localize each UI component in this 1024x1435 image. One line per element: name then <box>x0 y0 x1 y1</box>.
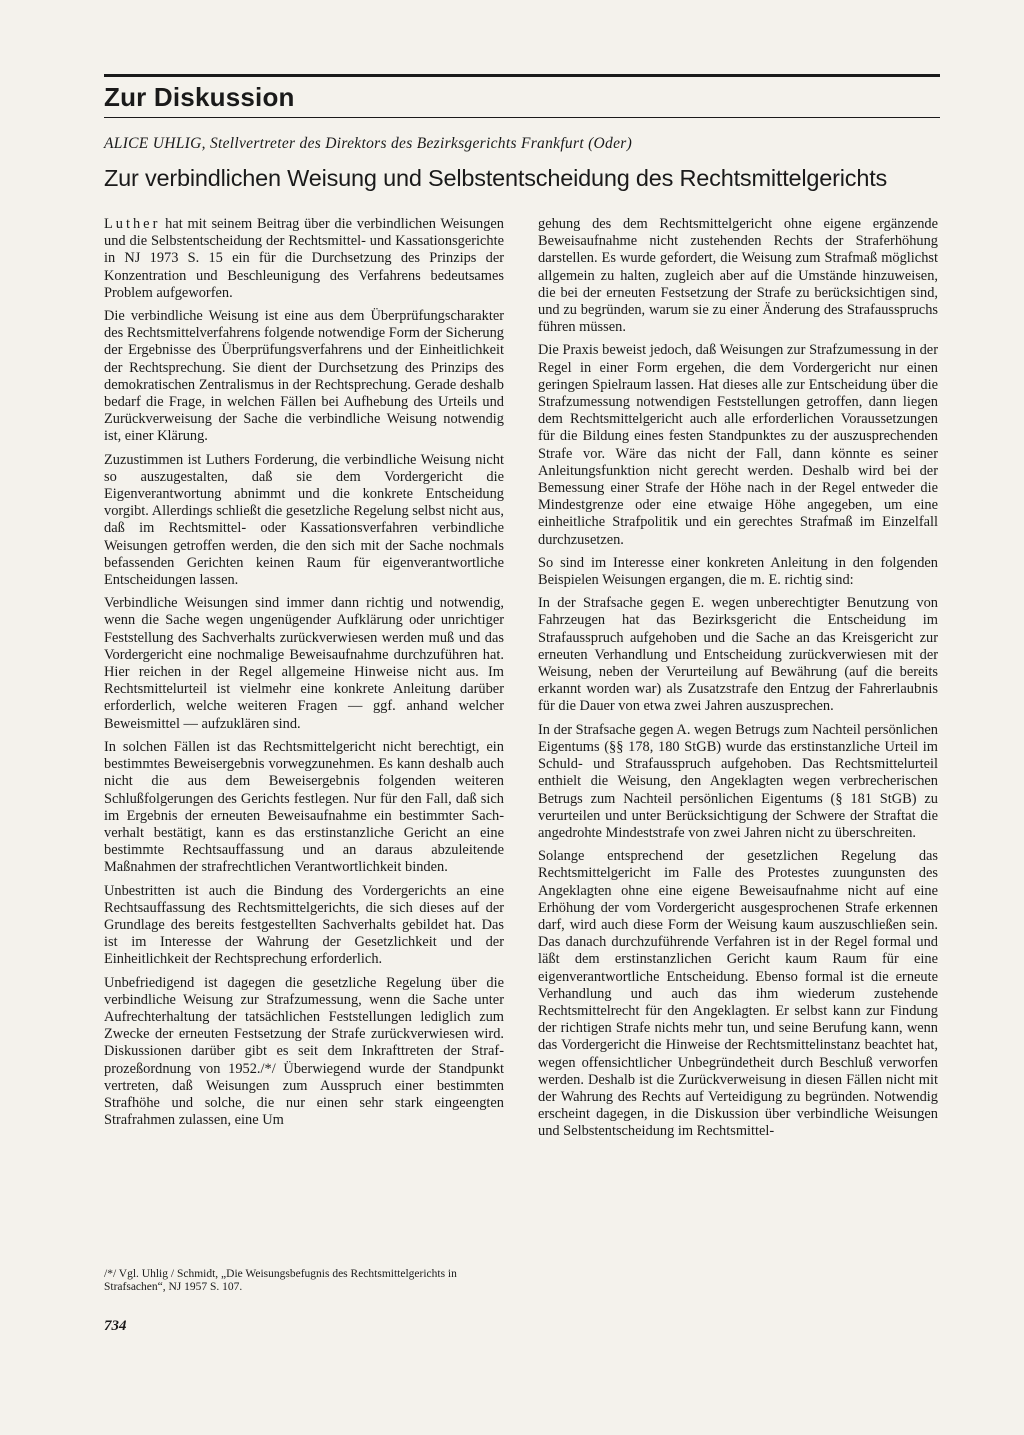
paragraph: Verbindliche Weisungen sind immer dann richtig und notwendig, wenn die Sache wegen ungenügender Aufklärung oder unrichtiger Feststellung des Sachverhalts zurückverwiesen werden muß und das Vordergericht eine nochmalige Beweisaufnahme durchzuführen hat. Hier reichen in der Regel allgemeine Hinweise nicht aus. Im Rechtsmittelurteil ist vielmehr eine konkrete Anleitung darüber erforderlich, welche weiteren Fragen — ggf. anhand welcher Beweismittel — aufzuklären sind. <box>104 595 504 732</box>
left-column <box>104 216 504 1135</box>
paragraph: gehung des dem Rechtsmittelgericht ohne eigene ergänzende Beweisaufnahme nicht zustehenden Rechts der Straferhöhung darstellen. Es wurde gefordert, die Weisung zum Strafmaß möglichst allgemein zu halten, zugleich aber auf die Umstände hinzuweisen, die bei der erneuten Festsetzung der Strafe zu berücksichtigen sind, und zu begründen, warum sie zu einer Änderung des Strafausspruchs führen müssen. <box>538 216 938 336</box>
section-heading: Zur Diskussion <box>104 82 295 112</box>
right-column <box>538 216 938 1147</box>
paragraph: Die verbindliche Weisung ist eine aus dem Überprüfungscharakter des Rechtsmittelverfahrens folgende notwendige Form der Sicherung der Ergebnisse des Überprüfungsverfahrens und der Einheitlichkeit der Rechtsprechung. Sie dient der Durchsetzung des Prinzips des demokratischen Zentralismus in der Rechtsprechung. Gerade deshalb bedarf die Frage, in welchen Fällen bei Aufhebung des Urteils und Zurückverweisung der Sache die verbindliche Weisung notwendig ist, einer Klärung. <box>104 308 504 445</box>
footnote: /*/ Vgl. Uhlig / Schmidt, „Die Weisungsbefugnis des Rechtsmittelgerichts in Strafsachen“, NJ 1957 S. 107. <box>104 1268 457 1293</box>
top-rule <box>104 74 940 77</box>
lead-paragraph-text: hat mit seinem Beitrag über die verbindlichen Weisungen und die Selbstentscheidung der Rechtsmittel- und Kassationsgerichte in NJ 1973 S. 15 ein für die Durchsetzung des Prinzips der Konzentration und Beschleunigung des Verfahrens bedeutsames Problem aufgeworfen. <box>104 216 504 301</box>
paragraph: In solchen Fällen ist das Rechtsmittelgericht nicht berechtigt, ein bestimmtes Beweisergebnis vorwegzunehmen. Es kann deshalb auch nicht die aus dem Beweisergebnis folgenden weiteren Schlußfolgerungen des Gerichts festlegen. Nur für den Fall, daß sich im Ergebnis der erneuten Beweisaufnahme ein bestimmter Sachverhalt bestätigt, kann es das erstinstanzliche Gericht an eine bestimmte Rechtsauffassung und an daraus abzuleitende Maßnahmen der strafrechtlichen Verantwortlichkeit binden. <box>104 738 504 876</box>
heading-rule <box>104 117 940 118</box>
paragraph: In der Strafsache gegen A. wegen Betrugs zum Nachteil persönlichen Eigentums (§§ 178, 180 StGB) wurde das erstinstanzliche Urteil im Schuld- und Strafausspruch aufgehoben. Das Rechtsmittelurteil enthielt die Weisung, den Angeklagten wegen verbrecherischen Betrugs zum Nachteil persönlichen Eigentums (§ 181 StGB) zu verurteilen und unter Berücksichtigung der Schwere der Straftat die angedrohte Mindeststrafe von zwei Jahren nicht zu überschreiten. <box>538 721 938 841</box>
paragraph: Unbefriedigend ist dagegen die gesetzliche Regelung über die verbindliche Weisung zur Strafzumessung, wenn die Sache unter Aufrechterhaltung der tatsächlichen Feststellungen lediglich zum Zwecke der erneuten Festsetzung der Strafe zurückverwiesen wird. Diskussionen darüber gibt es seit dem Inkrafttreten der Strafprozeßordnung von 1952./*/ Überwiegend wurde der Standpunkt vertreten, daß Weisungen zum Ausspruch einer bestimmten Strafhöhe und solche, die nur einen sehr stark eingeengten Strafrahmen zulassen, eine Um <box>104 974 504 1129</box>
paragraph-lead <box>104 216 504 302</box>
paragraph: Zuzustimmen ist Luthers Forderung, die verbindliche Weisung nicht so auszugestalten, daß sie dem Vordergericht die Eigenverantwortung abnimmt und die konkrete Entscheidung vorgibt. Allerdings schließt die gesetzliche Regelung selbst nicht aus, daß im Rechtsmittel- oder Kassationsverfahren verbindliche Weisungen getroffen werden, die den sich mit der Sache nochmals befassenden Gerichten keinen Raum für eigenverantwortliche Entscheidungen lassen. <box>104 451 504 589</box>
paragraph: In der Strafsache gegen E. wegen unberechtigter Benutzung von Fahrzeugen hat das Bezirksgericht die Entscheidung im Strafausspruch aufgehoben und die Sache an das Kreisgericht zur erneuten Verhandlung und Entscheidung zurückverwiesen mit der Weisung, neben der Verurteilung auf Bewährung (auf die bereits erkannt worden war) als Zusatzstrafe den Entzug der Fahrerlaubnis für die Dauer von etwa zwei Jahren auszusprechen. <box>538 595 938 715</box>
paragraph: Solange entsprechend der gesetzlichen Regelung das Rechtsmittelgericht im Falle des Protestes zuungunsten des Angeklagten ohne eine eigene Beweisaufnahme nicht auf eine Erhöhung der vom Vordergericht ausgesprochenen Strafe erkennen darf, wird auch diese Form der Weisung kaum auszuschließen sein. Das danach durchzuführende Verfahren ist in der Regel formal und läßt dem erstinstanzlichen Gericht kaum Raum für eine eigenverantwortliche Entscheidung. Ebenso formal ist die erneute Verhandlung und auch das ihm wiederum zustehende Rechtsmittelrecht für den Angeklagten. Er selbst kann zur Findung der richtigen Strafe nichts mehr tun, und seine Berufung kann, wenn das Vordergericht die Hinweise der Rechtsmittelinstanz beachtet hat, wegen offensichtlicher Unbegründetheit durch Beschluß verworfen werden. Deshalb ist die Zurückverweisung in diesen Fällen nicht mit der Wahrung des Rechts auf Verteidigung zu begründen. Notwendig erscheint dagegen, in die Diskussion über verbindliche Weisungen und Selbstentscheidung im Rechtsmittel- <box>538 848 938 1140</box>
paragraph: Unbestritten ist auch die Bindung des Vordergerichts an eine Rechtsauffassung des Rechtsmittelgerichts, die sich dieses auf der Grundlage des bereits festgestellten Sachverhalts gebildet hat. Das ist im Interesse der Wahrung der Gesetzlichkeit und der Einheitlichkeit der Rechtsprechung erforderlich. <box>104 882 504 968</box>
paragraph: So sind im Interesse einer konkreten Anleitung in den folgenden Beispielen Weisungen ergangen, die m. E. richtig sind: <box>538 554 938 589</box>
paragraph: Die Praxis beweist jedoch, daß Weisungen zur Strafzumessung in der Regel in einer Form ergehen, die dem Vordergericht nur einen geringen Spielraum lassen. Hat dieses alle zur Entscheidung über die Strafzumessung notwendigen Feststellungen getroffen, dann liegen dem Rechtsmittelgericht auch alle erforderlichen Voraussetzungen für die Bildung eines festen Standpunktes zu der auszusprechenden Strafe vor. Wäre das nicht der Fall, dann könnte es seiner Anleitungsfunktion nicht gerecht werden. Deshalb wird bei der Bemessung einer Strafe der Höhe nach in der Regel entweder die Mindestgrenze oder eine etwaige Höhe angegeben, um eine einheitliche Strafpolitik und ein gerechtes Strafmaß im Einzelfall durchzusetzen. <box>538 342 938 548</box>
lead-author-name: Luther <box>104 216 161 232</box>
author-line: ALICE UHLIG, Stellvertreter des Direktors des Bezirksgerichts Frankfurt (Oder) <box>104 135 633 152</box>
article-title: Zur verbindlichen Weisung und Selbstentscheidung des Rechtsmittelgerichts <box>104 165 888 191</box>
page-number: 734 <box>104 1318 127 1334</box>
